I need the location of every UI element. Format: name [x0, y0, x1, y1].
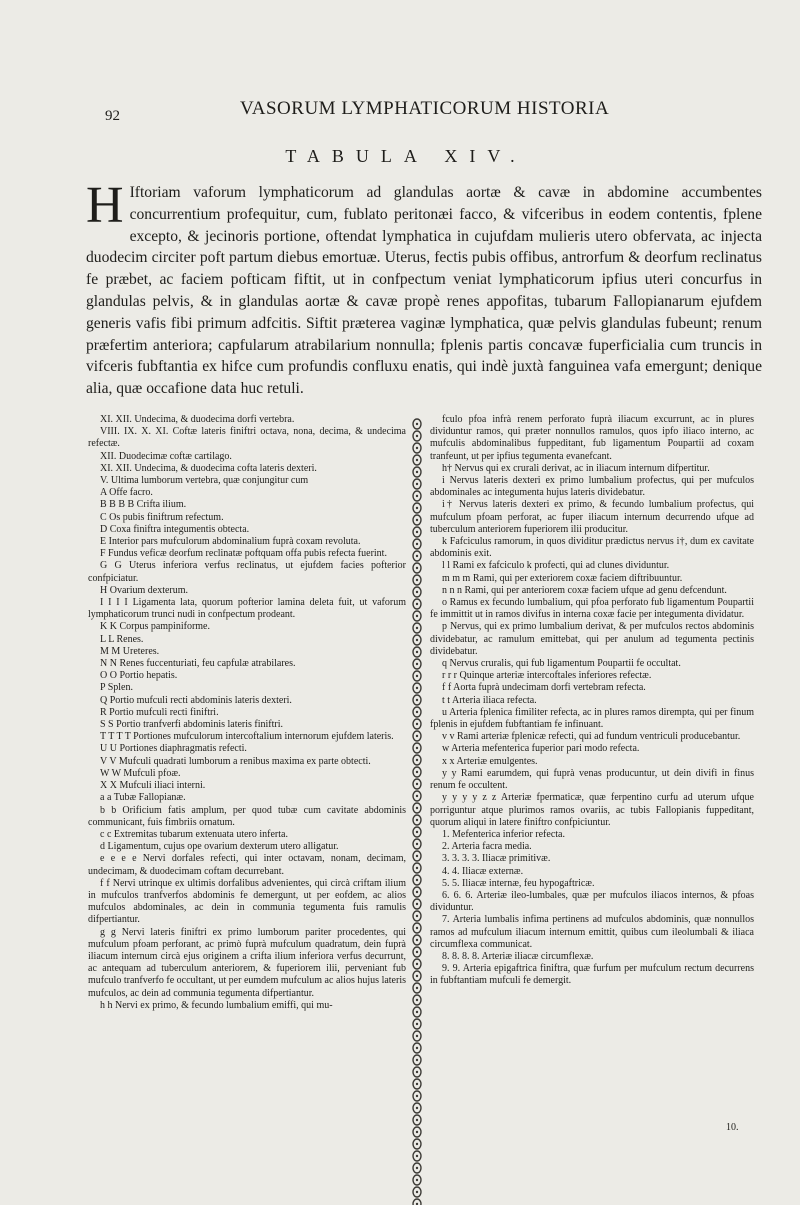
legend-entry: 3. 3. 3. 3. Iliacæ primitivæ.	[442, 853, 551, 865]
legend-entry: I I I I Ligamenta lata, quorum pofterior lamina deleta fuit, ut vaforum lymphaticorum trunci nudi in confpectum prodeant.	[88, 597, 406, 621]
legend-entry: U U Portiones diaphragmatis refecti.	[100, 743, 247, 755]
legend-entry: 7. Arteria lumbalis infima pertinens ad mufculos abdominis, quæ nonnullos ramos ad mufculum iliacum internum emittit, quibus cum ileolumbali & iliaca circumflexa communicat.	[430, 914, 754, 950]
legend-entry: 1. Mefenterica inferior refecta.	[442, 828, 565, 840]
legend-entry: t t Arteria iliaca refecta.	[442, 694, 537, 706]
running-title: VASORUM LYMPHATICORUM HISTORIA	[240, 98, 610, 119]
legend-entry: K K Corpus pampiniforme.	[100, 621, 210, 633]
legend-entry: 5. 5. Iliacæ internæ, feu hypogaftricæ.	[442, 877, 595, 889]
legend-entry: r r r Quinque arteriæ intercoftales inferiores refectæ.	[442, 670, 652, 682]
legend-entry: k Fafciculus ramorum, in quos dividitur prædictus nervus i†, dum ex cavitate abdominis exit.	[430, 536, 754, 560]
legend-entry: D Coxa finiftra integumentis obtecta.	[100, 523, 250, 535]
plate-title: TABULA XIV.	[285, 146, 527, 166]
legend-entry: g g Nervi lateris finiftri ex primo lumborum pariter procedentes, qui mufculum pfoam perforant, ac primò fuprà mufculum quadratum, dein fuprà iliacum internum circà ejus originem a crifta ilium inferiora verfus decurrunt, ac antequam ad tuberculum anteriorem, & fuperiorem ilii, perveniant fub mufculo tranfverfo fe occultant, ut per eumdem mufculum ac alios hujus lateris mufculos, ac dein ad communia tegumenta difpertiantur.	[88, 926, 406, 999]
legend-entry: 8. 8. 8. 8. Arteriæ iliacæ circumflexæ.	[442, 950, 594, 962]
legend-entry: y y Rami earumdem, qui fuprà venas producuntur, ut dein divifi in finus renum fe occultent.	[430, 767, 754, 792]
legend-entry: G G Uterus inferiora verfus reclinatus, ut ejufdem facies pofterior confpiciatur.	[88, 560, 406, 584]
legend-entry: 2. Arteria facra media.	[442, 841, 532, 853]
legend-entry: y y y y z z Arteriæ fpermaticæ, quæ ferpentino curfu ad uterum ufque porriguntur atque plurimos ramos ovariis, ac tubis Fallopianis fuppeditant, quorum aliqui in latere finiftro confpiciuntur.	[430, 792, 754, 828]
legend-entry: P Splen.	[100, 682, 133, 694]
legend-entry: i† Nervus lateris dexteri ex primo, & fecundo lumbalium profectus, qui mufculum pfoam perforat, ac fuper iliacum internum decurrendo ufque ad tuberculum anteriorem fuperiorem ilii producitur.	[430, 499, 754, 535]
legend-entry: h† Nervus qui ex crurali derivat, ac in iliacum internum difpertitur.	[442, 462, 710, 474]
legend-entry: XI. XII. Undecima, & duodecima dorfi vertebra.	[100, 414, 295, 425]
legend-entry: u Arteria fplenica fimiliter refecta, ac in plures ramos dirempta, qui per finum fplenis in ejufdem fubftantiam fe infinuant.	[430, 706, 754, 731]
legend-entry: v v Rami arteriæ fplenicæ refecti, qui ad fundum ventriculi producebantur.	[442, 731, 741, 743]
legend-entry: b b Orificium fatis amplum, per quod tubæ cum cavitate abdominis communicant, fuis fimbriis ornatum.	[88, 804, 406, 828]
legend-entry: 4. 4. Iliacæ externæ.	[442, 865, 524, 877]
legend-entry: fculo pfoa infrà renem perforato fuprà iliacum excurrunt, ac in plures dividuntur ramos, qui præter nonnullos ramulos, quos ipfo iliaco interno, ac mufculis abdominalibus fuppeditant, fub ligamentum Poupartii ad coxam tranfeunt, ut per ipfius tegumenta evanefcant.	[430, 414, 754, 462]
legend-entry: N N Renes fuccenturiati, feu capfulæ atrabilares.	[100, 658, 296, 670]
legend-entry: p Nervus, qui ex primo lumbalium derivat, & per mufculos rectos abdominis dividebatur, ac ramulum emittebat, qui per anulum ad tegumenta pectinis dividebatur.	[430, 621, 754, 657]
legend-column-left	[88, 414, 406, 1012]
legend-entry: l l Rami ex fafciculo k profecti, qui ad clunes dividuntur.	[442, 560, 670, 572]
legend-entry: x x Arteriæ emulgentes.	[442, 755, 538, 767]
legend-entry: f f Nervi utrinque ex ultimis dorfalibus advenientes, qui circà criftam ilium in mufculos tranfverfos abdominis fe demergunt, ut per eofdem, ac alios mufculos abdominales, ac dein in communia tegumenta fuis ramulis difpertiantur.	[88, 877, 406, 926]
legend-entry: o Ramus ex fecundo lumbalium, qui pfoa perforato fub ligamentum Poupartii fe immittit ut in ramos divifus in interna coxæ facie per integumenta dividatur.	[430, 597, 754, 621]
legend-entry: M M Ureteres.	[100, 645, 160, 657]
drop-cap: H	[86, 177, 124, 234]
legend-entry: F Fundus veficæ deorfum reclinatæ poftquam offa pubis refecta fuerint.	[100, 548, 387, 560]
intro-paragraph	[86, 177, 762, 400]
legend-entry: B B B B Crifta ilium.	[100, 499, 187, 511]
legend-entry: q Nervus cruralis, qui fub ligamentum Poupartii fe occultat.	[442, 658, 681, 670]
legend-entry: H Ovarium dexterum.	[100, 584, 189, 596]
legend-entry: 6. 6. 6. Arteriæ ileo-lumbales, quæ per mufculos iliacos internos, & pfoas dividuntur.	[430, 889, 754, 914]
legend-entry: V V Mufculi quadrati lumborum a renibus maxima ex parte obtecti.	[100, 755, 371, 767]
legend-entry: V. Ultima lumborum vertebra, quæ conjungitur cum	[100, 475, 309, 487]
legend-entry: d Ligamentum, cujus ope ovarium dexterum utero alligatur.	[100, 841, 339, 853]
legend-entry: VIII. IX. X. XI. Coftæ lateris finiftri octava, nona, decima, & undecima refectæ.	[88, 426, 406, 450]
legend-entry: f f Aorta fuprà undecimam dorfi vertebram refecta.	[442, 682, 646, 694]
intro-text: Iftoriam vaforum lymphaticorum ad glandulas aortæ & cavæ in abdomine accumbentes concurrentium profequitur, cum, fublato peritonæi facco, & vifceribus in eodem contentis, fplene excepto, & jecinoris portione, oftendat lymphatica in cujufdam mulieris utero obfervata, ac injecta duodecim circiter poft partum diebus emortuæ. Uterus, fectis pubis offibus, antrorfum & deorfum reclinatus fe præbet, ac faciem pofticam fiftit, ut in confpectum veniat lymphaticorum ipfius uteri concurfus in glandulas pelvis, & in glandulas aortæ & cavæ propè renes appofitas, tubarum Fallopianarum ejufdem generis vafis fibi primum adfcitis. Siftit præterea vaginæ lymphatica, quæ pelvis glandulas fubeunt; renum præfertim anteriora; capfularum atrabilarium nonnulla; fplenis partis concavæ fuperficialia cum truncis in vifceris fubftantia ex hifce cum profundis confluxu enatis, qui indè juxtà fanguinea vafa emergunt; denique alia, quæ occafione data huc retuli.	[86, 184, 762, 398]
catchword: 10.	[726, 1122, 739, 1133]
page-header	[0, 98, 800, 128]
legend-entry: E Interior pars mufculorum abdominalium fuprà coxam revoluta.	[100, 536, 361, 548]
column-divider-ornament	[410, 418, 424, 1205]
legend-entry: h h Nervi ex primo, & fecundo lumbalium emiffi, qui mu-	[100, 999, 333, 1011]
page-number: 92	[105, 108, 120, 124]
legend-entry: a a Tubæ Fallopianæ.	[100, 792, 186, 804]
legend-entry: e e e e Nervi dorfales refecti, qui inter octavam, nonam, decimam, undecimam, & duodecimam coftam decurrebant.	[88, 853, 406, 877]
legend-entry: XI. XII. Undecima, & duodecima cofta lateris dexteri.	[100, 462, 317, 474]
legend-entry: L L Renes.	[100, 633, 144, 645]
legend-entry: m m m Rami, qui per exteriorem coxæ faciem diftribuuntur.	[442, 572, 683, 584]
legend-column-right	[430, 414, 754, 988]
legend-entry: w Arteria mefenterica fuperior pari modo refecta.	[442, 743, 640, 755]
legend-entry: S S Portio tranfverfi abdominis lateris finiftri.	[100, 719, 284, 731]
legend-entry: R Portio mufculi recti finiftri.	[100, 706, 219, 718]
legend-entry: A Offe facro.	[100, 487, 153, 499]
legend-entry: c c Extremitas tubarum extenuata utero inferta.	[100, 828, 288, 840]
legend-entry: 9. 9. Arteria epigaftrica finiftra, quæ furfum per mufculum rectum decurrens in fubftantiam mufculi fe demergit.	[430, 963, 754, 987]
legend-entry: T T T T Portiones mufculorum intercoftalium internorum ejufdem lateris.	[100, 731, 394, 743]
legend-entry: Q Portio mufculi recti abdominis lateris dexteri.	[100, 694, 292, 706]
legend-entry: W W Mufculi pfoæ.	[100, 767, 181, 779]
legend-entry: X X Mufculi iliaci interni.	[100, 780, 206, 792]
legend-entry: O O Portio hepatis.	[100, 670, 178, 682]
legend-entry: C Os pubis finiftrum refectum.	[100, 511, 224, 523]
legend-entry: n n n Rami, qui per anteriorem coxæ faciem ufque ad genu defcendunt.	[442, 584, 727, 596]
legend-entry: XII. Duodecimæ coftæ cartilago.	[100, 450, 232, 462]
legend-entry: i Nervus lateris dexteri ex primo lumbalium profectus, qui per mufculos abdominales ac integumenta hujus lateris dividebatur.	[430, 475, 754, 499]
